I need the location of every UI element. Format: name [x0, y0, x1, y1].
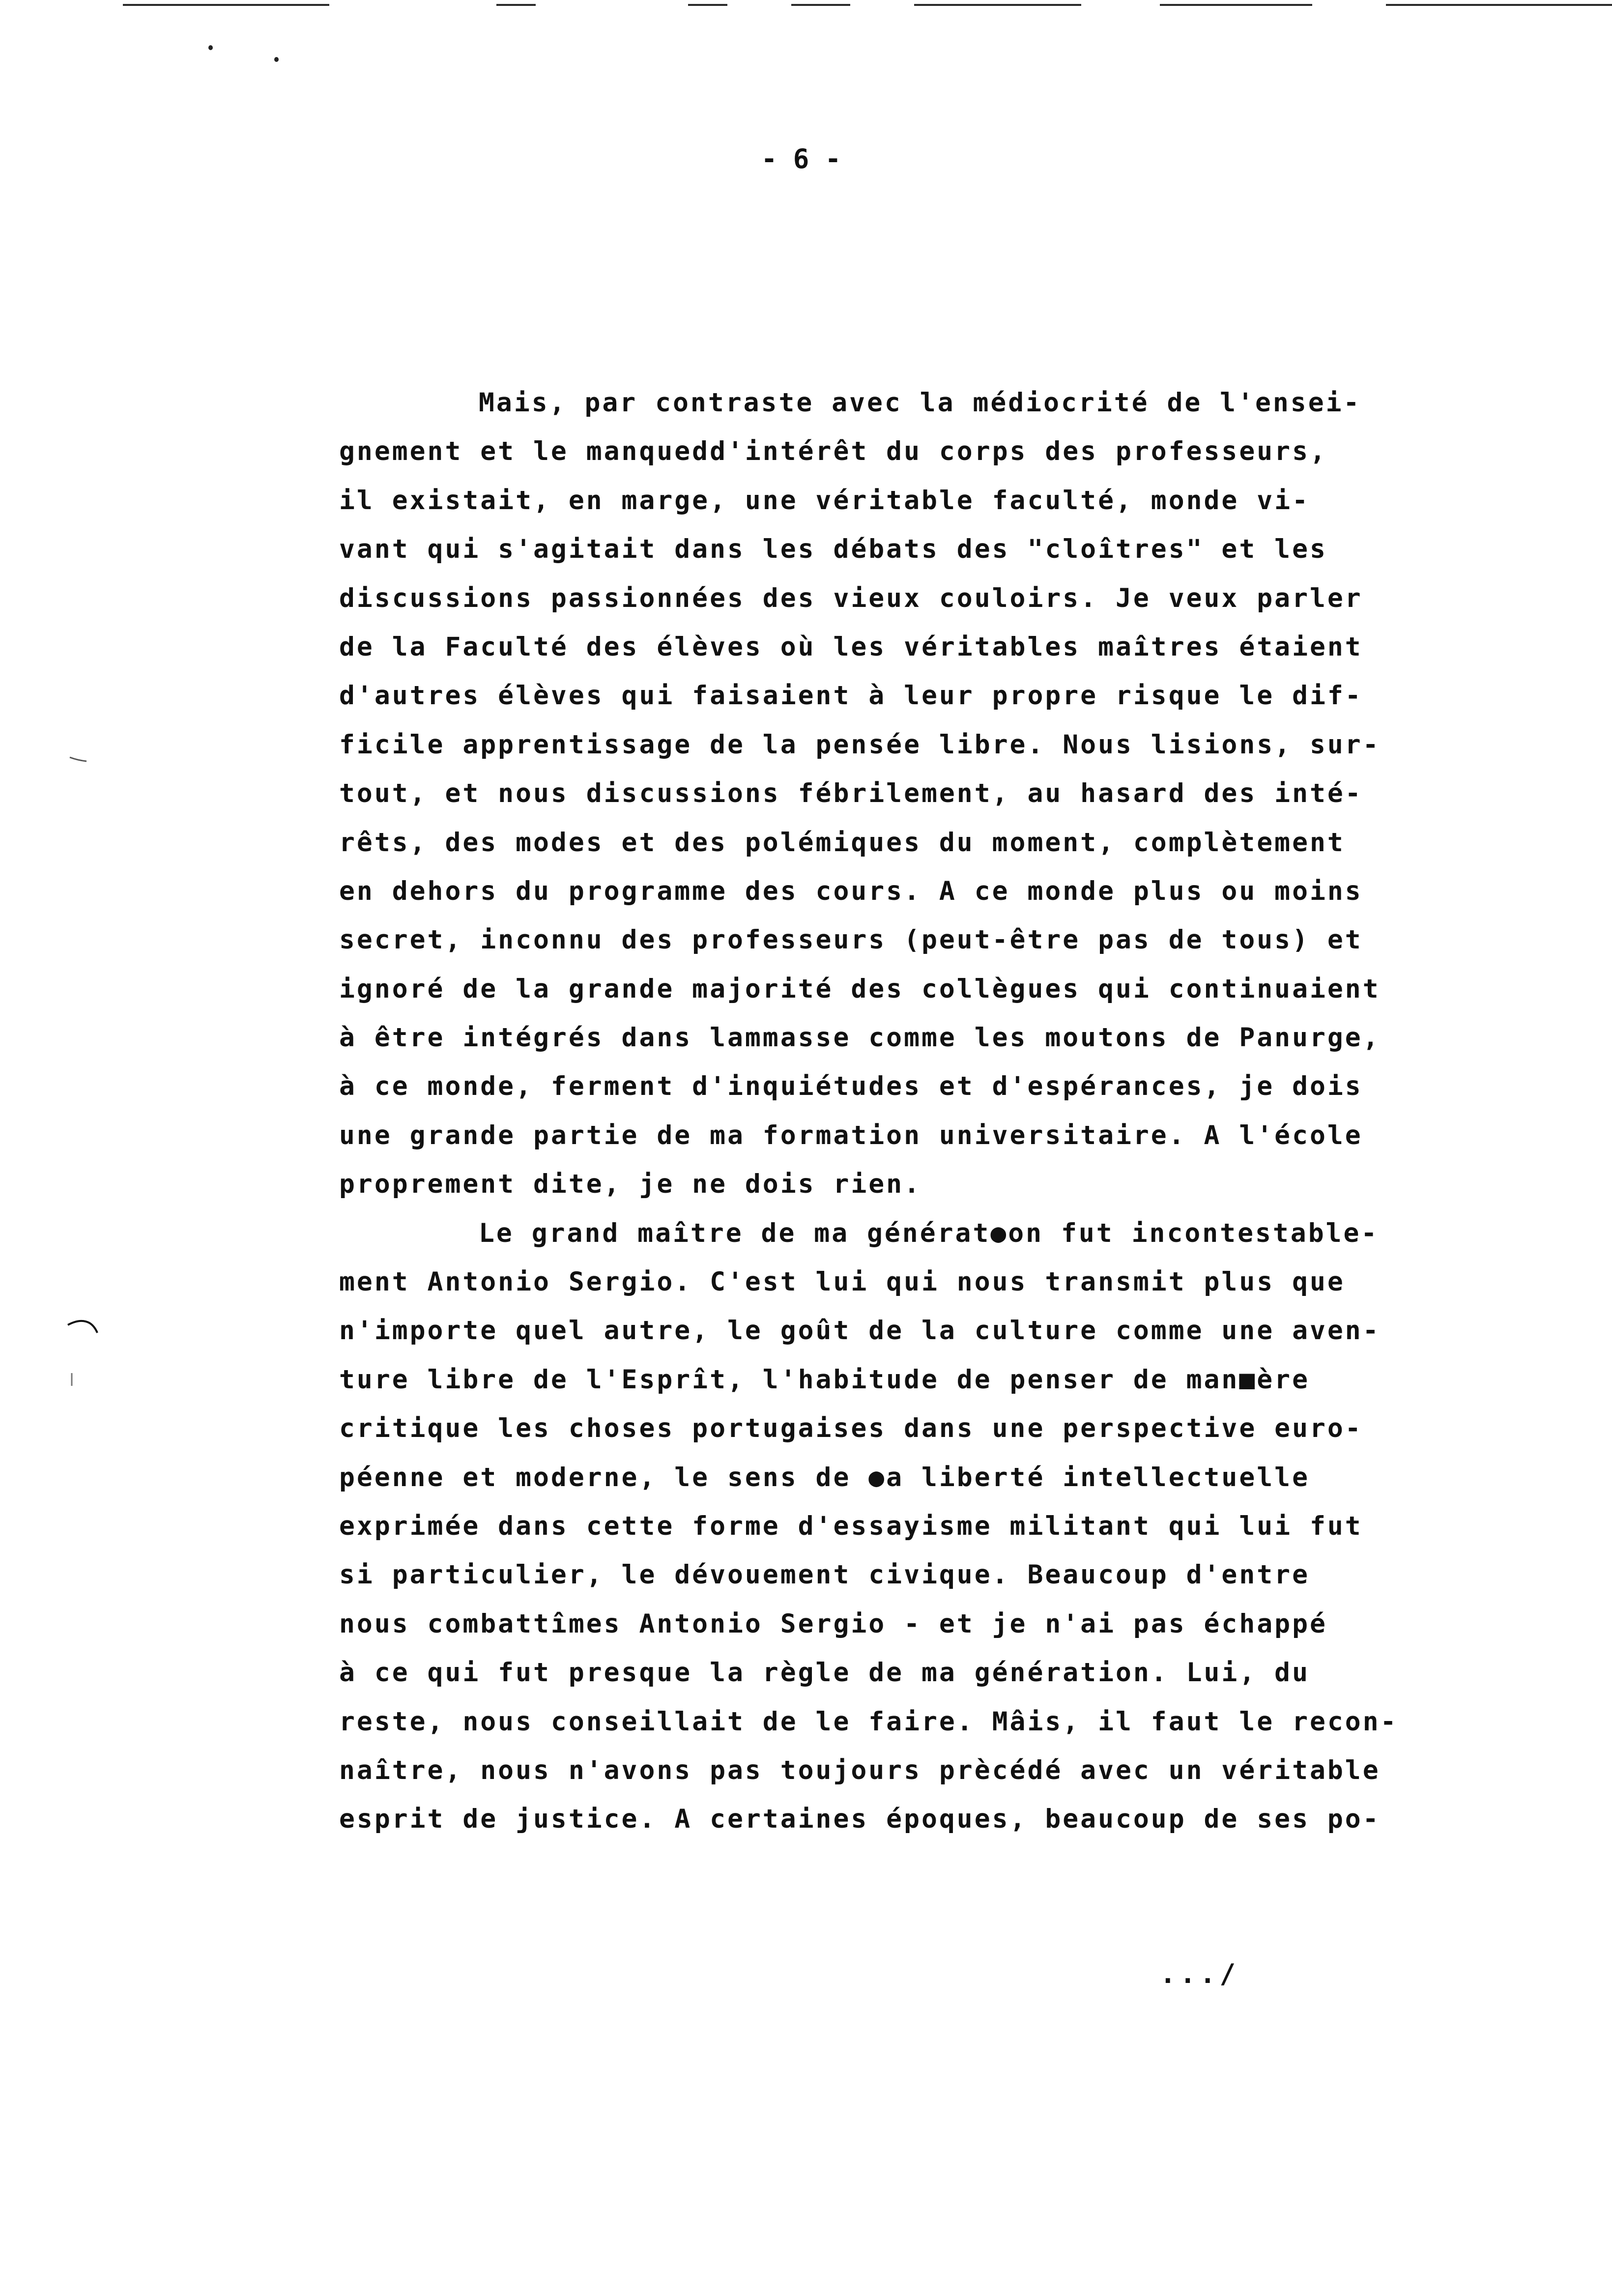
- text-line: de la Faculté des élèves où les véritables maîtres étaient: [339, 631, 1363, 662]
- margin-tick-mark: [69, 754, 88, 764]
- text-line: vant qui s'agitait dans les débats des "cloîtres" et les: [339, 534, 1327, 565]
- margin-hook-mark: [66, 1317, 100, 1337]
- text-line: tout, et nous discussions fébrilement, au hasard des inté-: [339, 778, 1363, 809]
- text-line: si particulier, le dévouement civique. Beaucoup d'entre: [339, 1560, 1310, 1590]
- text-line: à être intégrés dans lammasse comme les moutons de Panurge,: [339, 1023, 1381, 1053]
- text-line: il existait, en marge, une véritable faculté, monde vi-: [339, 485, 1310, 516]
- text-line: proprement dite, je ne dois rien.: [339, 1169, 921, 1200]
- text-line: secret, inconnu des professeurs (peut-être pas de tous) et: [339, 925, 1363, 955]
- text-line: n'importe quel autre, le goût de la culture comme une aven-: [339, 1316, 1381, 1346]
- scan-speck: [208, 45, 213, 50]
- scan-edge-rule: [1386, 4, 1612, 6]
- text-line: à ce monde, ferment d'inquiétudes et d'espérances, je dois: [339, 1071, 1363, 1102]
- text-line: péenne et moderne, le sens de ●a liberté intellectuelle: [339, 1462, 1310, 1492]
- page-number: - 6 -: [761, 144, 841, 174]
- text-line: critique les choses portugaises dans une perspective euro-: [339, 1413, 1363, 1444]
- text-line: ignoré de la grande majorité des collègues qui continuaient: [339, 974, 1381, 1004]
- text-line: nous combattîmes Antonio Sergio - et je n'ai pas échappé: [339, 1608, 1327, 1639]
- text-line: ficile apprentissage de la pensée libre. Nous lisions, sur-: [339, 729, 1381, 760]
- text-line: ture libre de l'Esprît, l'habitude de penser de man■ère: [339, 1364, 1310, 1395]
- scan-edge-rule: [1160, 4, 1312, 6]
- text-line: discussions passionnées des vieux couloirs. Je veux parler: [339, 583, 1363, 613]
- text-line: reste, nous conseillait de le faire. Mâis, il faut le recon-: [339, 1706, 1398, 1737]
- text-line: rêts, des modes et des polémiques du moment, complètement: [339, 827, 1345, 858]
- paragraph: [339, 1209, 1533, 1844]
- scan-edge-rule: [496, 4, 536, 6]
- text-line: exprimée dans cette forme d'essayisme militant qui lui fut: [339, 1511, 1363, 1541]
- paragraph: [339, 378, 1533, 1209]
- text-line: une grande partie de ma formation universitaire. A l'école: [339, 1120, 1363, 1150]
- continuation-mark: .../: [1160, 1958, 1240, 1989]
- text-line: Mais, par contraste avec la médiocrité de l'ensei-: [479, 388, 1361, 418]
- scan-edge-rule: [914, 4, 1081, 6]
- text-line: d'autres élèves qui faisaient à leur propre risque le dif-: [339, 681, 1363, 711]
- margin-tick-mark: [69, 1371, 75, 1391]
- body-text: [339, 378, 1533, 1844]
- text-line: à ce qui fut presque la règle de ma génération. Lui, du: [339, 1658, 1310, 1688]
- text-line: en dehors du programme des cours. A ce monde plus ou moins: [339, 876, 1363, 906]
- text-line: naître, nous n'avons pas toujours prècédé avec un véritable: [339, 1755, 1381, 1785]
- scan-speck: [274, 57, 279, 62]
- scan-edge-rule: [688, 4, 727, 6]
- text-line: Le grand maître de ma générat●on fut incontestable-: [479, 1218, 1379, 1248]
- scan-edge-rule: [791, 4, 850, 6]
- text-line: ment Antonio Sergio. C'est lui qui nous transmit plus que: [339, 1267, 1345, 1297]
- text-line: esprit de justice. A certaines époques, beaucoup de ses po-: [339, 1804, 1381, 1835]
- text-line: gnement et le manquedd'intérêt du corps des professeurs,: [339, 436, 1327, 467]
- scan-edge-rule: [123, 4, 329, 6]
